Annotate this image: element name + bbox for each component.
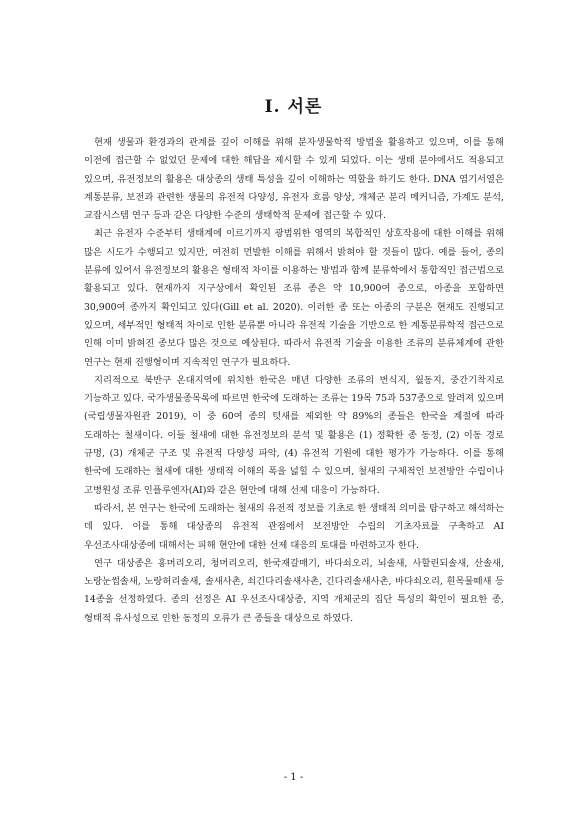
paragraph: 현재 생물과 환경과의 관계를 깊이 이해를 위해 분자생물학적 방법을 활용하고 있으며, 이를 통해 이전에 접근할 수 없었던 문제에 대한 해답을 제시할 수 있게 되었다. 이는 생태 분야에서도 적용되고 있으며, 유전정보의 활용은 대상종의 생태 특성을 깊이 이해하는 역할을 하기도 한다. DNA 염기서열은 계통분류, 보전과 관련한 생물의 유전적 다양성, 유전자 흐름 양상, 개체군 분리 메커니즘, 가계도 분석, 교잡시스템 연구 등과 같은 다양한 수준의 생태학적 문제에 접근할 수 있다.	[84, 137, 504, 222]
page-number: - 1 -	[283, 772, 304, 783]
paragraph: 따라서, 본 연구는 한국에 도래하는 철새의 유전적 정보를 기초로 한 생태적 의미를 탐구하고 해석하는 데 있다. 이를 통해 대상종의 유전적 관점에서 보전방안 수립의 기초자료를 구축하고 AI 우선조사대상종에 대해서는 피해 현안에 대한 선제 대응의 토대를 마련하고자 한다.	[84, 502, 504, 551]
paragraph: 지리적으로 북반구 온대지역에 위치한 한국은 매년 다양한 조류의 번식지, 월동지, 중간기착지로 기능하고 있다. 국가생물종목록에 따르면 한국에 도래하는 조류는 19목 75과 537종으로 알려져 있으며(국립생물자원관 2019), 이 중 60여 종의 텃새를 제외한 약 89%의 종들은 한국을 계절에 따라 도래하는 철새이다. 이들 철새에 대한 유전정보의 분석 및 활용은 (1) 정확한 종 동정, (2) 이동 경로 규명, (3) 개체군 구조 및 유전적 다양성 파악, (4) 유전적 기원에 대한 평가가 가능하다. 이를 통해 한국에 도래하는 철새에 대한 생태적 이해의 폭을 넓힐 수 있으며, 철새의 구체적인 보전방안 수립이나 고병원성 조류 인플루엔자(AI)와 같은 현안에 대해 선제 대응이 가능하다.	[84, 374, 504, 496]
paragraph: 최근 유전자 수준부터 생태계에 이르기까지 광범위한 영역의 복합적인 상호작용에 대한 이해를 위해 많은 시도가 수행되고 있지만, 여전히 먼발한 이해를 위해서 밝혀야 할 것들이 많다. 예를 들어, 종의 분류에 있어서 유전정보의 활용은 형태적 차이를 이용하는 방법과 함께 분류학에서 통합적인 접근법으로 활용되고 있다. 현재까지 지구상에서 확인된 조류 종은 약 10,900여 종으로, 아종을 포함하면 30,900여 종까지 확인되고 있다(Gill et al. 2020). 이러한 종 또는 아종의 구분은 현재도 진행되고 있으며, 세부적인 형태적 차이로 인한 분류뿐 아니라 유전적 기술을 기반으로 한 계통분류학적 접근으로 인해 이미 밝혀진 종보다 많은 것으로 예상된다. 따라서 유전적 기술을 이용한 조류의 분류체계에 관한 연구는 현재 진행형이며 지속적인 연구가 필요하다.	[84, 228, 504, 368]
section-title: Ⅰ. 서론	[264, 97, 323, 117]
paragraph: 연구 대상종은 홍머리오리, 청머리오리, 한국재갈매기, 바다쇠오리, 뇌솔새, 사할린되솔새, 산솔새, 노랑눈썹솔새, 노랑허리솔새, 솔새사촌, 쇠긴다리솔새사촌, 긴다리솔새사촌, 바다쇠오리, 흰목물떼새 등 14종을 선정하였다. 종의 선정은 AI 우선조사대상종, 지역 개체군의 집단 특성의 확인이 필요한 종, 형태적 유사성으로 인한 동정의 오류가 큰 종들을 대상으로 하였다.	[84, 557, 504, 624]
body-text	[84, 134, 504, 628]
